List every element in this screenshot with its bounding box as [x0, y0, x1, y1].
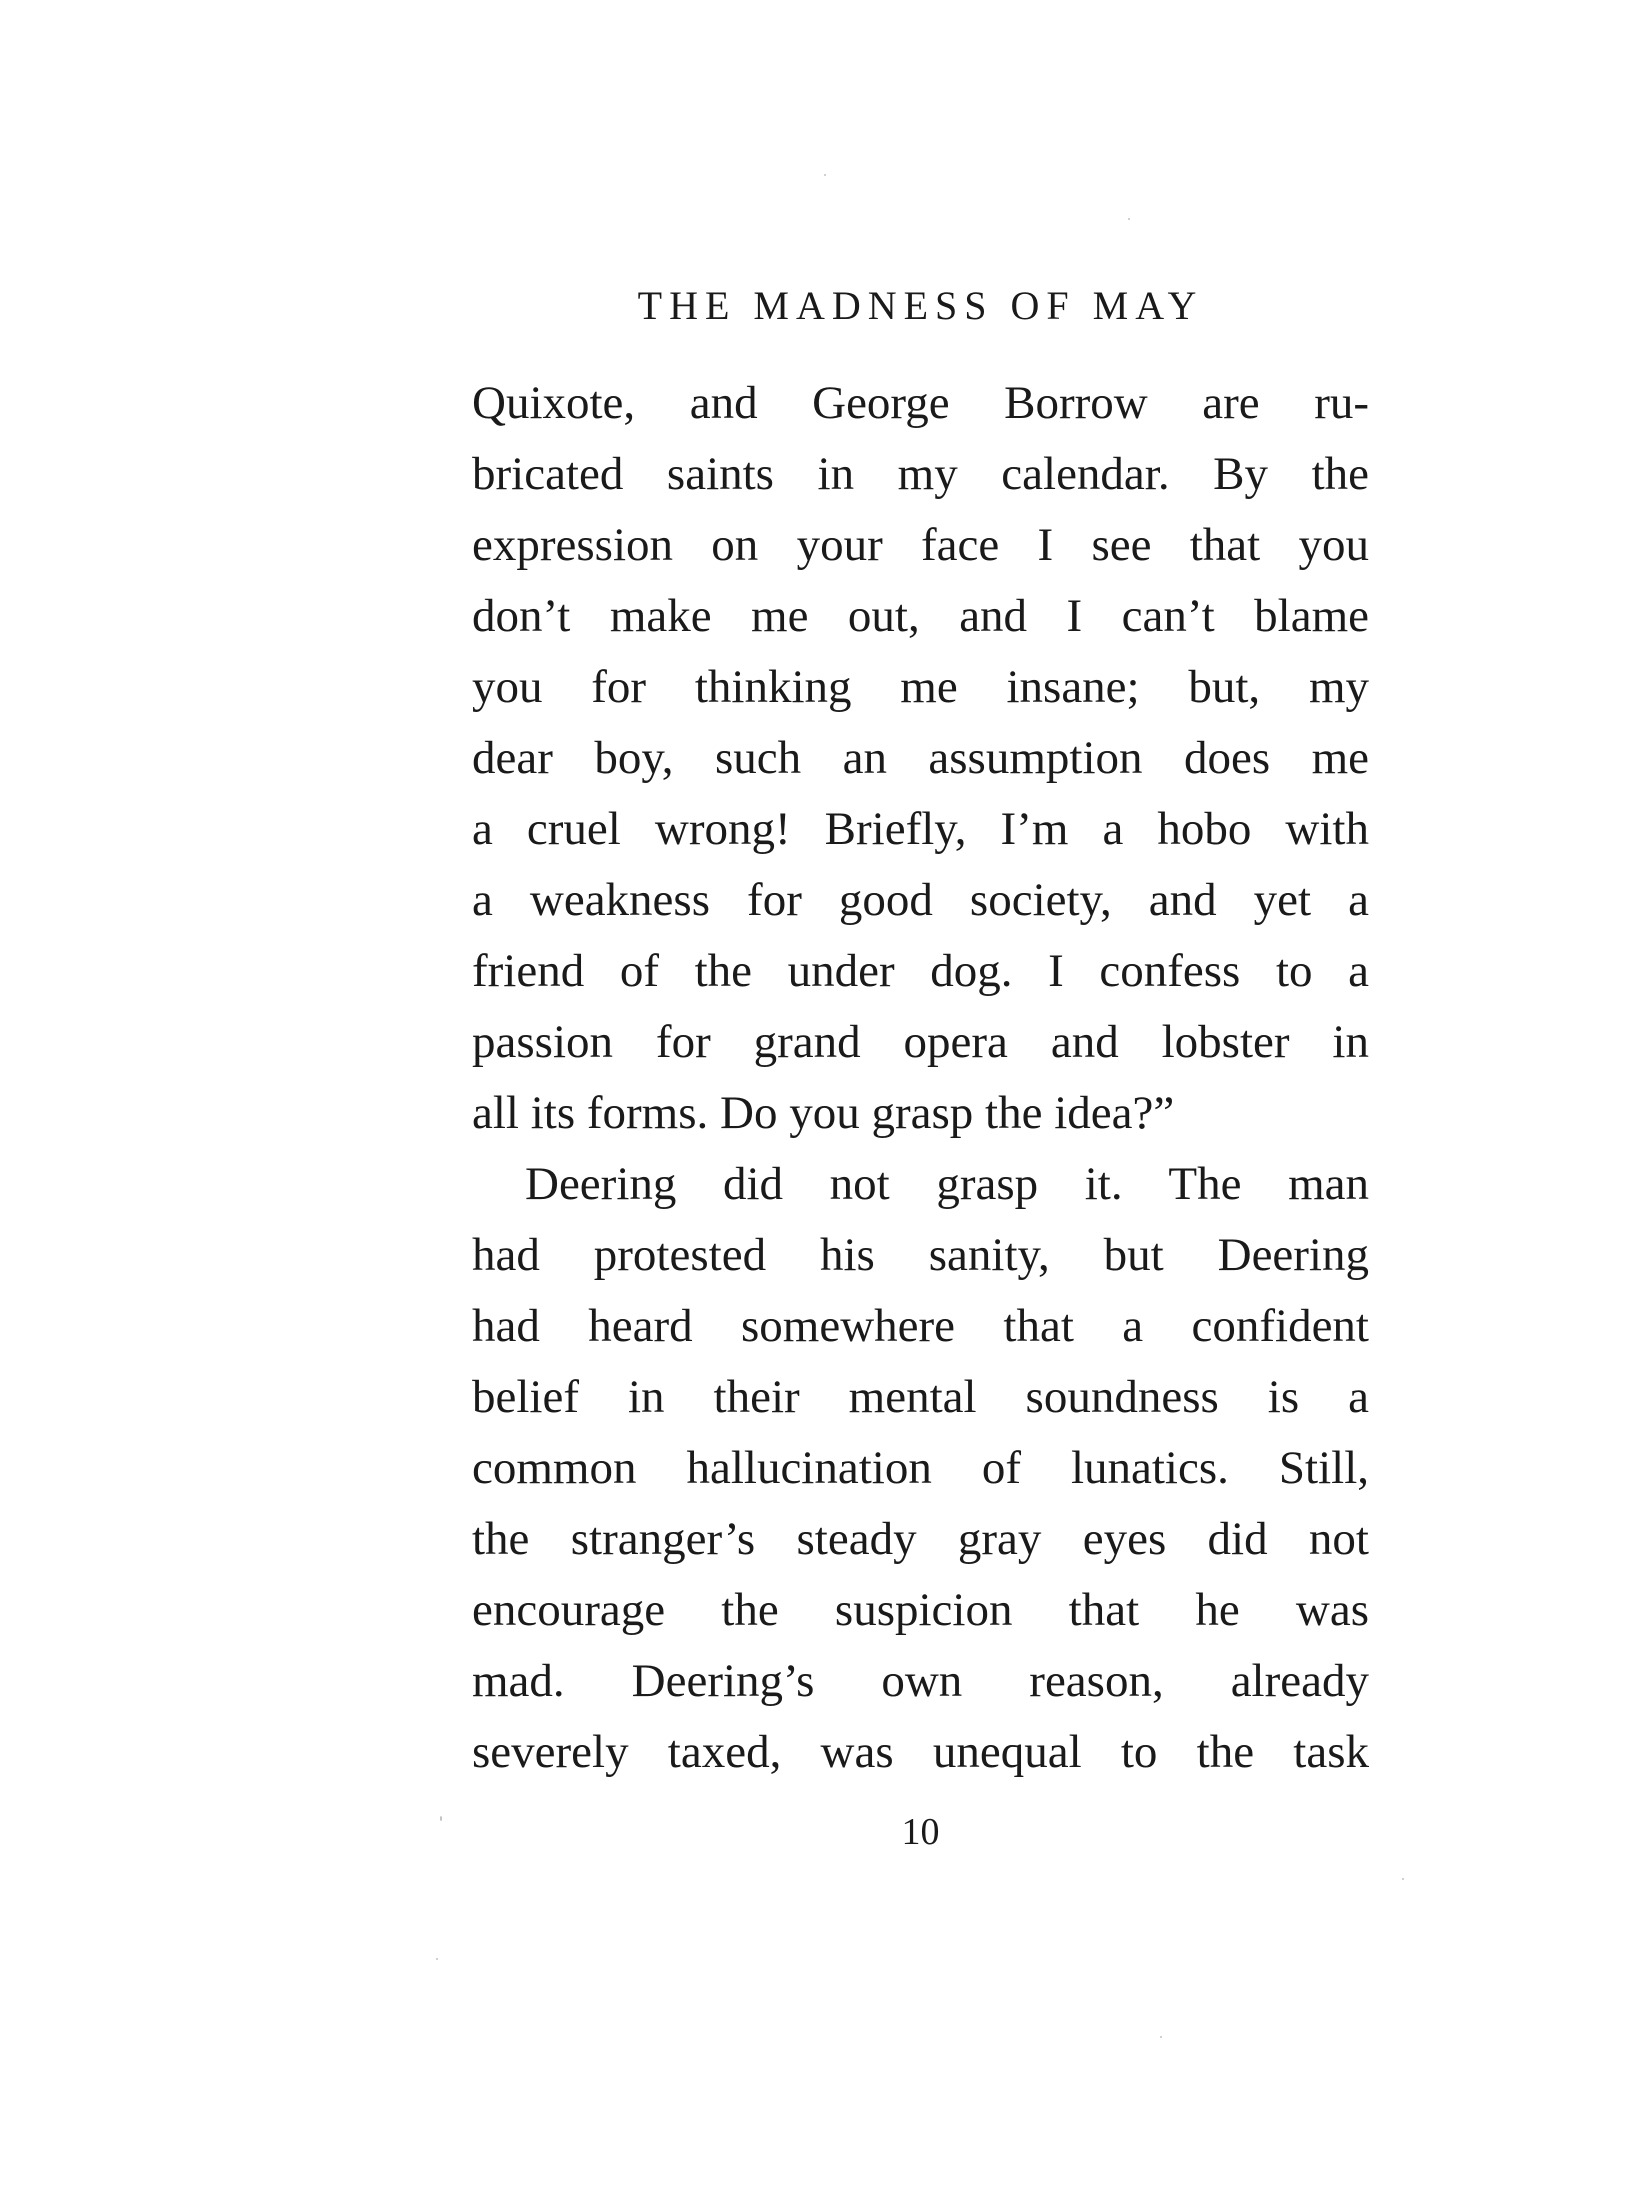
running-head: THE MADNESS OF MAY [637, 283, 1204, 328]
text-line: common hallucination of lunatics. Still, [472, 1442, 1369, 1494]
text-line: belief in their mental soundness is a [472, 1371, 1369, 1423]
paper-speck [440, 1816, 442, 1821]
paper-speck [1128, 218, 1130, 220]
text-line: a cruel wrong! Briefly, I’m a hobo with [472, 803, 1369, 855]
text-line: friend of the under dog. I confess to a [472, 945, 1369, 997]
text-line: bricated saints in my calendar. By the [472, 448, 1369, 500]
paper-speck [1160, 2036, 1162, 2038]
paper-speck [824, 174, 826, 176]
text-line: the stranger’s steady gray eyes did not [472, 1513, 1369, 1565]
text-line: a weakness for good society, and yet a [472, 874, 1369, 926]
text-line: encourage the suspicion that he was [472, 1584, 1369, 1636]
page-number: 10 [901, 1811, 940, 1853]
paper-speck [1402, 1878, 1404, 1880]
text-line: Quixote, and George Borrow are ru- [472, 377, 1369, 429]
body-text [472, 368, 1369, 1788]
text-line: dear boy, such an assumption does me [472, 732, 1369, 784]
paragraph-end-line: all its forms. Do you grasp the idea?” [472, 1087, 1175, 1139]
text-line: severely taxed, was unequal to the task [472, 1726, 1369, 1778]
text-line: you for thinking me insane; but, my [472, 661, 1369, 713]
text-line: don’t make me out, and I can’t blame [472, 590, 1369, 642]
text-line: had protested his sanity, but Deering [472, 1229, 1369, 1281]
text-line: had heard somewhere that a confident [472, 1300, 1369, 1352]
text-line: expression on your face I see that you [472, 519, 1369, 571]
text-line: mad. Deering’s own reason, already [472, 1655, 1369, 1707]
paragraph-start-line: Deering did not grasp it. The man [525, 1158, 1369, 1210]
paper-speck [436, 1958, 438, 1960]
text-line: passion for grand opera and lobster in [472, 1016, 1369, 1068]
